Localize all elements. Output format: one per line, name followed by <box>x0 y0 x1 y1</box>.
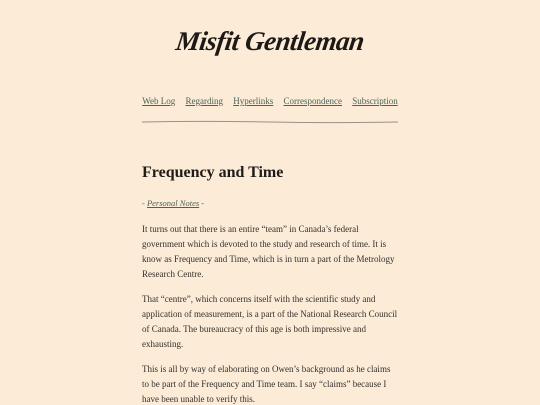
nav-item-web-log[interactable]: Web Log <box>142 96 176 106</box>
site-title[interactable]: Misfit Gentleman <box>174 26 367 56</box>
category-suffix: - <box>199 198 205 208</box>
article-paragraph: That “centre”, which concerns itself with the scientific study and application of measurement, is a part of the National Research Council of Canada. The bureaucracy of this age is both impressive and exhausting. <box>142 294 398 349</box>
nav-item-regarding[interactable]: Regarding <box>185 96 224 106</box>
nav-item-subscription[interactable]: Subscription <box>352 96 398 106</box>
category-link[interactable]: Personal Notes <box>146 198 200 208</box>
article-category <box>142 198 398 208</box>
article-paragraph: It turns out that there is an entire “team” in Canada’s federal government which is devoted to the study and research of time. It is know as Frequency and Time, which is in turn a part of the Metrology Research Centre. <box>142 224 395 279</box>
article-title: Frequency and Time <box>142 164 284 181</box>
category-prefix: - <box>142 198 147 208</box>
main-nav <box>0 96 540 106</box>
nav-item-hyperlinks[interactable]: Hyperlinks <box>233 96 274 106</box>
article-paragraph: This is all by way of elaborating on Owen’s background as he claims to be part of the Frequency and Time team. I say “claims” because I have been unable to verify this. <box>142 364 391 404</box>
header-divider <box>142 120 398 124</box>
nav-item-correspondence[interactable]: Correspondence <box>283 96 342 106</box>
article <box>142 164 398 405</box>
